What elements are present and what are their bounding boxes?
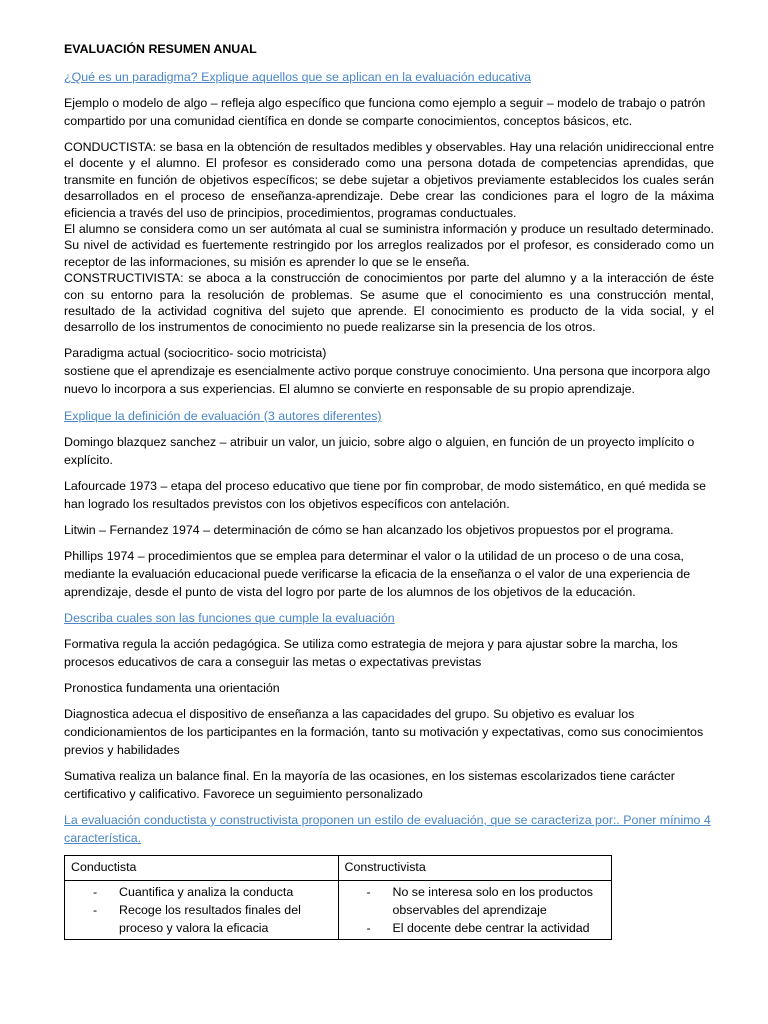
author-phillips: Phillips 1974 – procedimientos que se emplea para determinar el valor o la utilidad de un proceso o de una cosa, mediante la evaluación educacional puede verificarse la eficacia de la enseñanza o el valor de una experiencia de aprendizaje, desde el punto de vista del logro por parte de los alumnos de los objetivos de la educación. (64, 548, 691, 599)
paragraph-conductista: CONDUCTISTA: se basa en la obtención de resultados medibles y observables. Hay una relación unidireccional entre el docente y el alumno. El profesor es considerado como una persona dotada de competencias aprendidas, que transmite en función de objetivos específicos; se debe sujetar a objetivos previamente establecidos los cuales serán desarrollados en el proceso de enseñanza-aprendizaje. Debe crear las condiciones para el logro de la máxima eficiencia a través del uso de principios, procedimientos, programas conductuales. (64, 140, 714, 220)
comparison-table (64, 855, 612, 940)
paradigma-actual-title: Paradigma actual (sociocritico- socio motricista) (64, 345, 327, 360)
document-page (64, 40, 714, 940)
document-title: EVALUACIÓN RESUMEN ANUAL (64, 42, 257, 56)
table-row (65, 880, 612, 939)
author-domingo: Domingo blazquez sanchez – atribuir un valor, un juicio, sobre algo o alguien, en función de un proyecto implícito o explícito. (64, 434, 695, 467)
paragraph-alumno: El alumno se considera como un ser autómata al cual se suministra información y produce un resultado determinado. Su nivel de actividad es fuertemente restringido por los arreglos realizados por el profesor, es considerado como un receptor de las informaciones, su misión es aprender lo que se le enseña. (64, 222, 714, 269)
list-item: - No se interesa solo en los productos observables del aprendizaje (345, 883, 606, 919)
function-formativa: Formativa regula la acción pedagógica. Se utiliza como estrategia de mejora y para ajustar sobre la marcha, los procesos educativos de cara a conseguir las metas o expectativas previstas (64, 636, 678, 669)
list-conductista (71, 883, 332, 937)
paradigma-actual-body: sostiene que el aprendizaje es esencialmente activo porque construye conocimiento. Una persona que incorpora algo nuevo lo incorpora a sus experiencias. El alumno se convierte en responsable de su propio aprendizaje. (64, 363, 711, 396)
function-diagnostica: Diagnostica adecua el dispositivo de enseñanza a las capacidades del grupo. Su objetivo es evaluar los condicionamientos de los participantes en la formación, tanto su motivación y expectativas, como sus conocimientos previos y habilidades (64, 706, 704, 757)
function-pronostica: Pronostica fundamenta una orientación (64, 680, 280, 695)
table-header-conductista: Conductista (65, 855, 339, 880)
list-constructivista (345, 883, 606, 937)
paragraph-paradigma-definicion: Ejemplo o modelo de algo – refleja algo específico que funciona como ejemplo a seguir – modelo de trabajo o patrón compartido por una comunidad científica en donde se comparte conocimientos, conceptos básicos, etc. (64, 96, 706, 128)
list-item: - El docente debe centrar la actividad (345, 919, 606, 937)
table-header-constructivista: Constructivista (338, 855, 612, 880)
function-sumativa: Sumativa realiza un balance final. En la mayoría de las ocasiones, en los sistemas escolarizados tiene carácter certificativo y calificativo. Favorece un seguimiento personalizado (64, 768, 675, 801)
table-cell-conductista (65, 880, 339, 939)
question-funciones: Describa cuales son las funciones que cumple la evaluación (64, 610, 395, 625)
paragraph-constructivista: CONSTRUCTIVISTA: se aboca a la construcción de conocimientos por parte del alumno y a la interacción de éste con su entorno para la resolución de problemas. Se asume que el conocimiento es una construcción mental, resultado de la actividad cognitiva del sujeto que aprende. El conocimiento es producto de la vida social, y el desarrollo de los instrumentos de conocimiento no puede realizarse sin la presencia de los otros. (64, 271, 714, 335)
author-lafourcade: Lafourcade 1973 – etapa del proceso educativo que tiene por fin comprobar, de modo sistemático, en qué medida se han logrado los resultados previstos con los objetivos específicos con antelación. (64, 478, 706, 511)
list-item: - Recoge los resultados finales del proceso y valora la eficacia (71, 901, 332, 937)
list-item: - Cuantifica y analiza la conducta (71, 883, 332, 901)
paragraph-paradigma-actual (64, 344, 714, 398)
question-caracteristicas: La evaluación conductista y constructivista proponen un estilo de evaluación, que se caracteriza por:. Poner mínimo 4 característica. (64, 812, 711, 845)
table-header-row (65, 855, 612, 880)
question-definicion-evaluacion: Explique la definición de evaluación (3 autores diferentes) (64, 408, 382, 423)
question-paradigma: ¿Qué es un paradigma? Explique aquellos que se aplican en la evaluación educativa (64, 70, 532, 84)
paradigms-block (64, 139, 714, 336)
author-litwin: Litwin – Fernandez 1974 – determinación de cómo se han alcanzado los objetivos propuestos por el programa. (64, 522, 674, 537)
table-cell-constructivista (338, 880, 612, 939)
